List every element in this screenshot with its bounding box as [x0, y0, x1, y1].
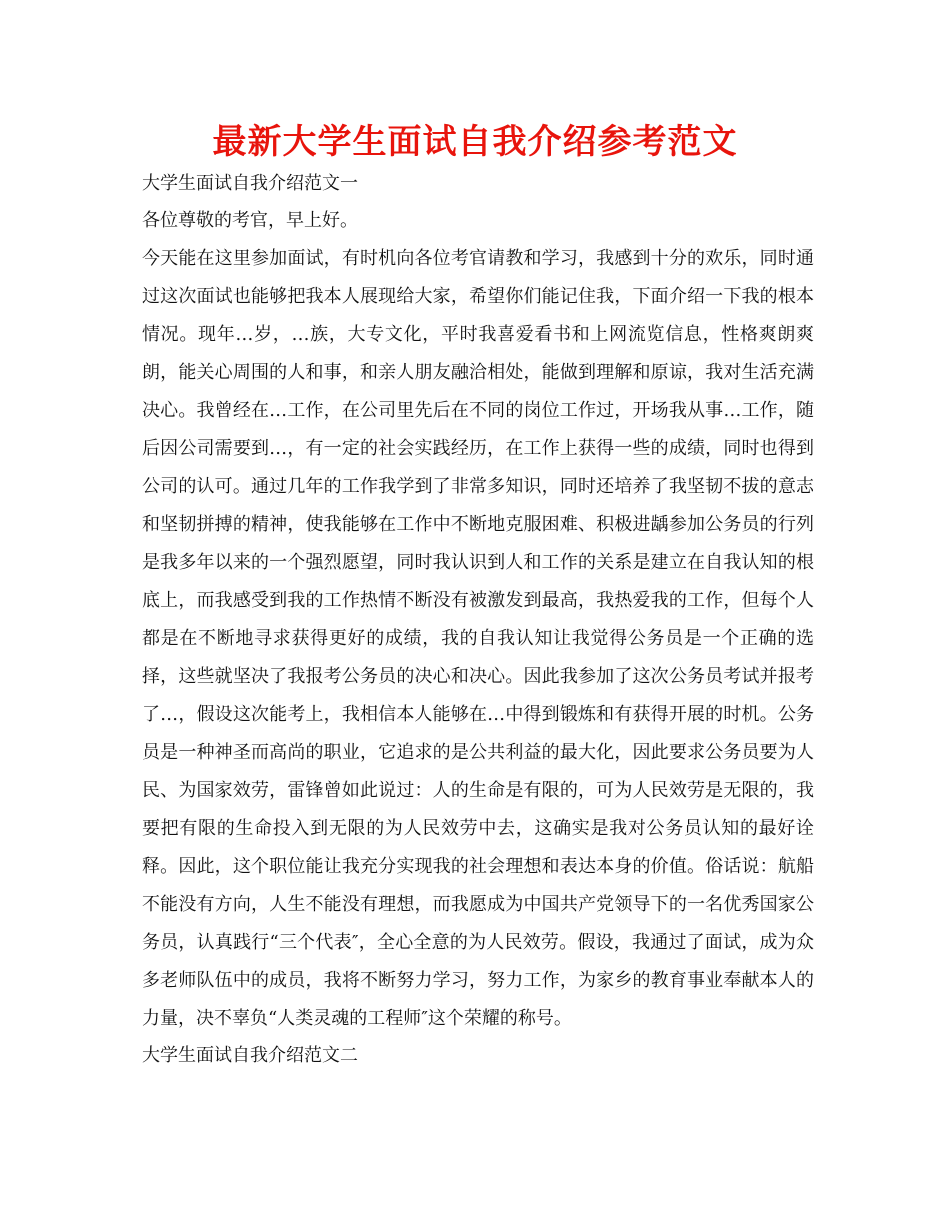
document-body: [142, 166, 814, 1074]
section-heading-2: 大学生面试自我介绍范文二: [142, 1045, 358, 1066]
body-paragraph: 今天能在这里参加面试，有时机向各位考官请教和学习，我感到十分的欢乐，同时通过这次面试也能够把我本人展现给大家，希望你们能记住我，下面介绍一下我的根本情况。现年…岁，…族，大专文化，平时我喜爱看书和上网流览信息，性格爽朗爽朗，能关心周围的人和事，和亲人朋友融洽相处，能做到理解和原谅，我对生活充满决心。我曾经在…工作，在公司里先后在不同的岗位工作过，开场我从事…工作，随后因公司需要到…，有一定的社会实践经历，在工作上获得一些的成绩，同时也得到公司的认可。通过几年的工作我学到了非常多知识，同时还培养了我坚韧不拔的意志和坚韧拼搏的精神，使我能够在工作中不断地克服困难、积极进龋参加公务员的行列是我多年以来的一个强烈愿望，同时我认识到人和工作的关系是建立在自我认知的根底上，而我感受到我的工作热情不断没有被激发到最高，我热爱我的工作，但每个人都是在不断地寻求获得更好的成绩，我的自我认知让我觉得公务员是一个正确的选择，这些就坚决了我报考公务员的决心和决心。因此我参加了这次公务员考试并报考了…，假设这次能考上，我相信本人能够在…中得到锻炼和有获得开展的时机。公务员是一种神圣而高尚的职业，它追求的是公共利益的最大化，因此要求公务员要为人民、为国家效劳，雷锋曾如此说过：人的生命是有限的，可为人民效劳是无限的，我要把有限的生命投入到无限的为人民效劳中去，这确实是我对公务员认知的最好诠释。因此，这个职位能让我充分实现我的社会理想和表达本身的价值。俗话说：航船不能没有方向，人生不能没有理想，而我愿成为中国共产党领导下的一名优秀国家公务员，认真践行“三个代表″，全心全意的为人民效劳。假设，我通过了面试，成为众多老师队伍中的成员，我将不断努力学习，努力工作，为家乡的教育事业奉献本人的力量，决不辜负“人类灵魂的工程师″这个荣耀的称号。: [142, 248, 814, 1029]
greeting-line: 各位尊敬的考官，早上好。: [142, 210, 358, 231]
document-title: 最新大学生面试自我介绍参考范文: [212, 122, 738, 162]
section-heading-1: 大学生面试自我介绍范文一: [142, 173, 358, 194]
